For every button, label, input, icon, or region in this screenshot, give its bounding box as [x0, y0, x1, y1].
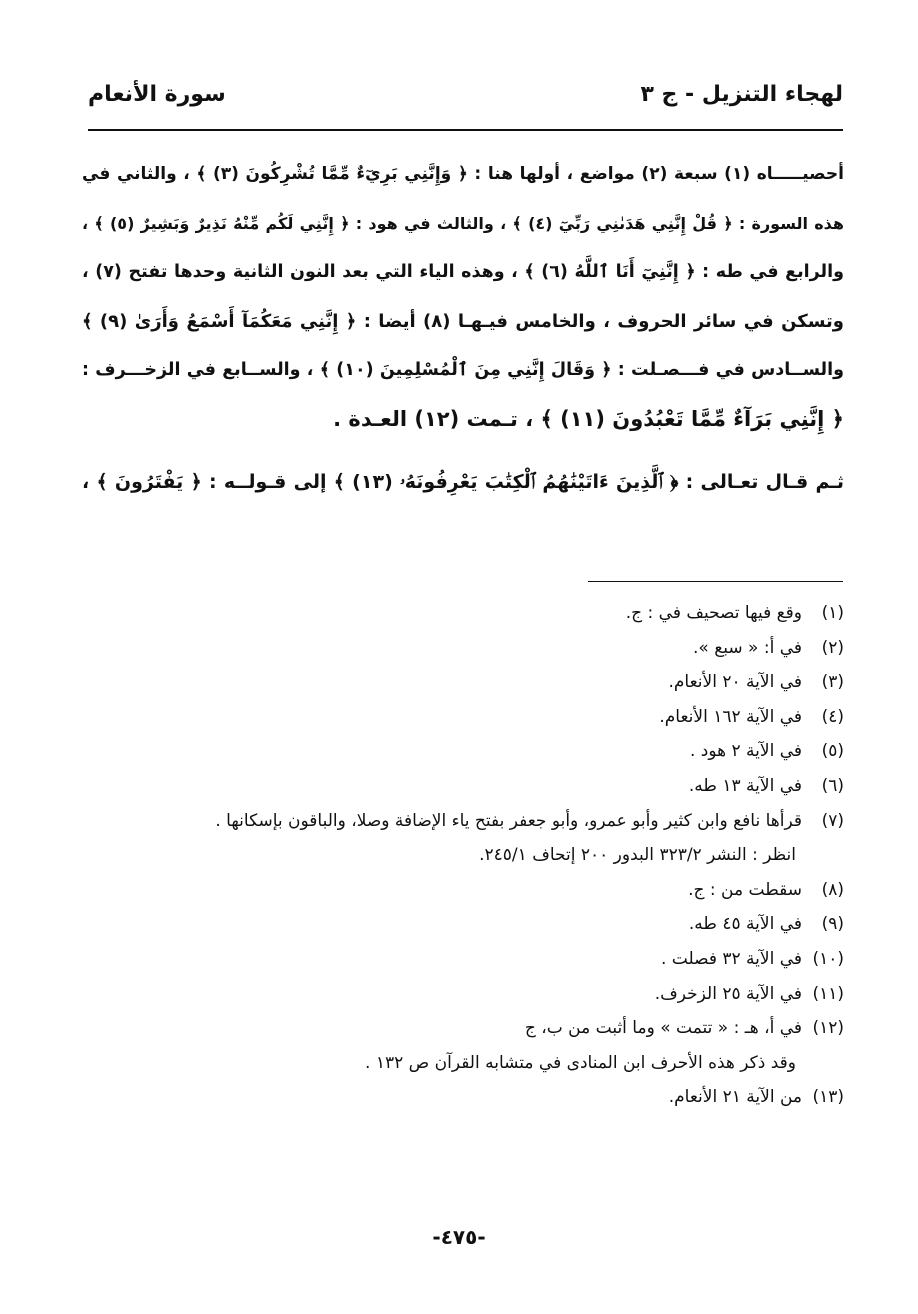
footnote-text: قرأها نافع وابن كثير وأبو عمرو، وأبو جعفر بفتح ياء الإضافة وصلا، والباقون بإسكانها . — [215, 810, 802, 831]
surah-title: سورة الأنعام — [88, 82, 226, 107]
footnote-number: (٧) — [821, 810, 844, 831]
footnote-item — [150, 877, 844, 912]
footnote-number: (١٢) — [812, 1018, 844, 1039]
footnote-item — [150, 1015, 844, 1050]
header-divider — [88, 129, 843, 131]
footnote-number: (١١) — [812, 983, 844, 1004]
footnote-item — [150, 808, 844, 843]
footnote-divider — [588, 581, 843, 582]
footnote-item — [150, 1084, 844, 1119]
footnote-item — [150, 669, 844, 704]
footnote-text: وقع فيها تصحيف في : ج. — [625, 603, 802, 623]
footnote-text: في الآية ١٦٢ الأنعام. — [659, 706, 802, 727]
text-line: والرابع في طه : ﴿ إِنَّنِيٓ أَنَا ٱللَّهُ (٦) ﴾ ، وهذه الياء التي بعد النون الثانية وحدها تفتح (٧) ، — [82, 262, 844, 282]
footnote-number: (٣) — [821, 672, 844, 693]
text-line: والســادس في فـــصـلت : ﴿ وَقَالَ إِنَّنِي مِنَ ٱلْمُسْلِمِينَ (١٠) ﴾ ، والســابع في الزخـــرف : — [82, 360, 844, 380]
footnote-text: في أ: « سبع ». — [693, 637, 802, 658]
text-line: ﴿ إِنَّنِي بَرَآءٌ مِّمَّا تَعْبُدُونَ (١١) ﴾ ، تـمت (١٢) العـدة . — [333, 407, 844, 431]
main-text — [82, 150, 844, 507]
footnote-text: في أ، هـ : « تتمت » وما أثبت من ب، ج — [524, 1018, 802, 1039]
footnote-text: من الآية ٢١ الأنعام. — [668, 1087, 802, 1108]
footnote-number: (٩) — [821, 914, 844, 935]
text-line: ثـم قـال تعـالى : ﴿ ٱلَّذِينَ ءَاتَيْنَٰهُمُ ٱلْكِتَٰبَ يَعْرِفُونَهُۥ (١٣) ﴾ إلى قـولــه : ﴿ يَفْتَرُونَ ﴾ ، — [82, 471, 844, 493]
footnote-text: سقطت من : ج. — [688, 879, 802, 900]
footnote-number: (٤) — [821, 706, 844, 727]
footnote-item — [150, 738, 844, 773]
footnote-item — [150, 946, 844, 981]
footnotes-list — [150, 600, 844, 1119]
footnote-number: (١٠) — [812, 948, 844, 969]
footnote-item — [150, 911, 844, 946]
footnote-text: في الآية ١٣ طه. — [688, 775, 802, 796]
text-line: وتسكن في سائر الحروف ، والخامس فيـهـا (٨) أيضا : ﴿ إِنَّنِي مَعَكُمَآ أَسْمَعُ وَأَرَىٰ (٩) ﴾ — [82, 311, 844, 332]
footnote-text: في الآية ٢٥ الزخرف. — [654, 983, 802, 1004]
book-title: لهجاء التنزيل - ج ٣ — [640, 82, 843, 107]
footnote-number: (١٣) — [812, 1087, 844, 1108]
footnote-text: في الآية ٢ هود . — [689, 741, 802, 762]
footnote-text: في الآية ٣٢ فصلت . — [660, 948, 802, 969]
footnote-number: (٨) — [821, 879, 844, 900]
footnote-item — [150, 635, 844, 670]
footnote-number: (١) — [821, 603, 844, 623]
footnote-number: (٦) — [821, 775, 844, 796]
footnote-item — [150, 600, 844, 635]
footnote-item — [150, 981, 844, 1016]
footnote-item — [150, 773, 844, 808]
footnote-continuation: انظر : النشر ٣٢٣/٢ البدور ٢٠٠ إتحاف ٢٤٥/١. — [479, 845, 796, 866]
page-number: -٤٧٥- — [432, 1225, 486, 1249]
footnote-number: (٥) — [821, 741, 844, 762]
text-line: أحصيـــــاه (١) سبعة (٢) مواضع ، أولها هنا : ﴿ وَإِنَّنِي بَرِيٓءٌ مِّمَّا تُشْرِكُونَ (٣) ﴾ ، والثاني في — [82, 164, 844, 184]
footnote-text: في الآية ٤٥ طه. — [688, 914, 802, 935]
footnote-number: (٢) — [821, 637, 844, 658]
footnote-text: في الآية ٢٠ الأنعام. — [668, 672, 802, 693]
text-line: هذه السورة : ﴿ قُلْ إِنَّنِي هَدَىٰنِي رَبِّيٓ (٤) ﴾ ، والثالث في هود : ﴿ إِنَّنِي لَكُم مِّنْهُ نَذِيرٌ وَبَشِيرٌ (٥) ﴾ ، — [82, 214, 845, 233]
footnote-item — [150, 704, 844, 739]
page-header — [88, 82, 843, 126]
footnote-continuation: وقد ذكر هذه الأحرف ابن المنادى في متشابه القرآن ص ١٣٢ . — [365, 1052, 796, 1073]
